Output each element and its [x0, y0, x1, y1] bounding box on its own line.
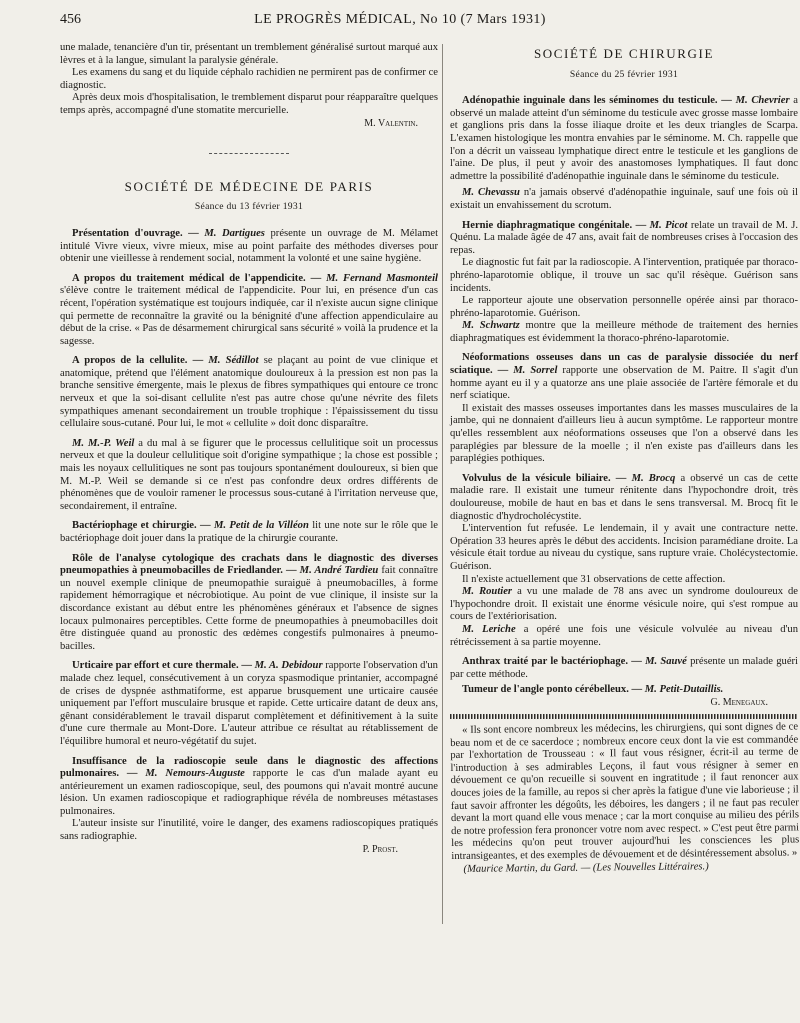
- entry: [60, 520, 438, 545]
- paragraph: une malade, tenancière d'un tir, présentant un tremblement généralisé surtout marqué aux lèvres et à la langue, simulant la paralysie générale.: [60, 42, 438, 66]
- entry-author: M. Schwartz: [462, 320, 520, 332]
- entry-author: M. A. Debidour: [254, 660, 323, 672]
- entry: [450, 624, 798, 649]
- entry-title: Urticaire par effort et cure thermale. —: [72, 660, 252, 672]
- entry-author: M. Chevrier: [735, 95, 790, 107]
- paragraph: L'intervention fut refusée. Le lendemain, il y avait une contracture nette. Opération 33 heures après le début des accidents. Incision paramédiane droite. La vésicule était tordue au niveau du cystique, sans rupture vraie. Cholécystectomie. Guérison.: [450, 523, 798, 572]
- entry-body: se plaçant au point de vue clinique et anatomique, prétend que l'élément anatomique douloureux à la pression est non pas la branche sensitive émergente, mais le plexus de fibres sympathiques qui entoure ce tronc nerveux et que la soi-disant cellulite n'est pas autre chose qu'une névrite des filets sympathiques amenant secondairement un trouble trophique : l'épaississement du tissu cellulaire sous-cutané. Pour lui, le mot « cellulite » doit donc disparaître.: [60, 355, 438, 430]
- entry-author: M. Fernand Masmonteil: [326, 272, 438, 284]
- page-header: [60, 12, 740, 34]
- paragraph: Après deux mois d'hospitalisation, le tremblement disparut pour réapparaître quelques temps après, accompagné d'une stomatite mercurielle.: [60, 92, 438, 116]
- entry: [450, 352, 798, 402]
- entry-author: M. Brocq: [631, 472, 676, 484]
- session-date: Séance du 13 février 1931: [194, 201, 304, 213]
- session-date: Séance du 25 février 1931: [569, 68, 679, 80]
- quote-block: [450, 721, 800, 876]
- entry-title: Insuffisance de la radioscopie seule dans le diagnostic des affections pulmonaires. —: [60, 755, 438, 780]
- entry-body: présente un malade guéri par cette méthode.: [450, 656, 798, 680]
- entry: [60, 553, 438, 654]
- entry-author: M. Sorrel: [513, 365, 558, 377]
- quote-source: (Maurice Martin, du Gard. — (Les Nouvelles Littéraires.): [463, 860, 709, 874]
- entry: [450, 95, 798, 183]
- entry: [450, 320, 798, 345]
- entry: [60, 228, 438, 266]
- entry: [60, 756, 438, 819]
- entry: [60, 355, 438, 431]
- entry-author: M. Leriche: [462, 623, 516, 635]
- quote-text: « Ils sont encore nombreux les médecins, les chirurgiens, qui sont dignes de ce beau nom et de ce sacerdoce ; nombreux encore ceux dont la vie est commandée par l'exhortation de Trousseau : « Il faut vous résigner, écrit-il au terme de l'introduction à ses admirables Leçons, il faut vous résigner à semer en dévouement ce qu'on recueille si souvent en ingratitude ; il faut renoncer aux douces joies de la famille, au repos si cher après la fatigue d'une vie laborieuse ; il faut savoir affronter les dégoûts, les déboires, les dangers ; il ne faut pas reculer devant la mort quand elle vous menace ; car la mort conquise au milieu des périls de notre profession fera prononcer votre nom avec respect. » C'est peut être parmi les médecins qu'on peut trouver aujourd'hui les consciences les plus intransigeantes, et des exemples de dévouement et de désintéressement absolus. »: [450, 720, 800, 862]
- entry-body: lit une note sur le rôle que le bactériophage doit jouer dans la pratique de la chirurgie courante.: [60, 520, 439, 544]
- entry-title: A propos de la cellulite. —: [72, 355, 204, 367]
- entry-title: Adénopathie inguinale dans les séminomes du testicule. —: [462, 95, 732, 107]
- entry-title: Anthrax traité par le bactériophage. —: [462, 656, 642, 668]
- journal-title: LE PROGRÈS MÉDICAL, No 10 (7 Mars 1931): [254, 12, 546, 27]
- entry: [60, 660, 438, 748]
- entry-author: M. Dartigues: [204, 227, 265, 239]
- entry-title: Néoformations osseuses dans un cas de paralysie dissociée du nerf sciatique. —: [450, 352, 798, 377]
- entry-author: M. André Tardieu: [299, 565, 379, 577]
- entry-body: fait connaître un nouvel exemple clinique de pneumopathie suraiguë à pneumobacilles, à forme rapidement hémorragique et nécrobiotique. Au point de vue clinique, il insiste sur la discordance existant au début entre les phénomènes généraux et l'absence de signes locaux pulmonaires perceptibles. Cette forme de pneumopathies à pneumobacilles doit être distinguée quand au pronostic des œdèmes congestifs pulmonaires à pneumo-bacilles.: [60, 565, 438, 652]
- entry-body: rapporte l'observation d'un malade chez lequel, consécutivement à un coryza spasmodique printanier, accompagné de crises de dyspnée asthmatiforme, est apparue brusquement une urticaire causée uniquement par l'effort musculaire brusque et rapide. Cette urticaire datant de deux ans, gênant considérablement le travail disparut complètement et définitivement à la suite d'une cure thermale au Mont-Dore. L'auteur attribue ce résultat au rétablissement de l'équilibre humoral et neuro-végétatif du sujet.: [60, 660, 438, 747]
- signature: P. Prost.: [362, 843, 398, 855]
- entry: [450, 187, 798, 212]
- paragraph: Il n'existe actuellement que 31 observations de cette affection.: [462, 573, 726, 585]
- entry-author: M. Chevassu: [462, 187, 520, 199]
- entry-body: s'élève contre le traitement médical de l'appendicite. Pour lui, en présence d'un cas récent, l'opération systématique est toujours indiquée, car il n'existe aucun signe clinique qui permette de reconnaître la gravité ou la bénignité d'une affection appendiculaire au début de la crise. « Pas de désarmement chirurgical sans sécurité » voilà la prudence et la sagesse.: [60, 285, 438, 347]
- paragraph: Les examens du sang et du liquide céphalo rachidien ne permirent pas de confirmer ce diagnostic.: [60, 67, 438, 91]
- entry-author: M. Petit de la Villéon: [213, 520, 309, 532]
- decorative-rule: [450, 714, 798, 719]
- entry: [450, 656, 798, 681]
- page-number: 456: [60, 12, 81, 27]
- entry-title: Bactériophage et chirurgie. —: [72, 520, 211, 532]
- entry-title: Rôle de l'analyse cytologique des crachats dans le diagnostic des diverses pneumopathies à pneumobacilles de Friedlander. —: [60, 552, 438, 577]
- entry-title: Présentation d'ouvrage. —: [72, 227, 199, 239]
- entry-body: rapporte une observation de M. Paitre. Il s'agit d'un homme ayant eu il y a quatorze ans une plaie associée de l'artère fémorale et du nerf sciatique.: [450, 365, 798, 402]
- entry-body: relate un travail de M. J. Quénu. La malade âgée de 47 ans, avait fait de nombreuses crises à l'occasion des repas.: [450, 219, 798, 256]
- entry-author: M. M.-P. Weil: [72, 437, 135, 449]
- entry: [450, 220, 798, 258]
- right-column: [450, 42, 798, 876]
- entry-body: n'a jamais observé d'adénopathie inguinale, sauf une fois où il existait un envahissement du scrotum.: [450, 187, 799, 211]
- society-title: SOCIÉTÉ DE MÉDECINE DE PARIS: [124, 178, 374, 194]
- entry-body: a observé un cas de cette maladie rare. Il existait une tumeur rénitente dans l'hypochondre droit, très douloureuse, mobile de haut en bas et dans le sens transversal. M. Brocq fit le diagnostic d'hydrocholécystite.: [450, 472, 798, 522]
- entry: [450, 684, 798, 697]
- paragraph: Le diagnostic fut fait par la radioscopie. A l'intervention, pratiquée par thoraco-phréno-laparotomie oblique, il trouve un sac qu'il résèque. Guérison sans incidents.: [450, 257, 798, 294]
- entry: [450, 403, 798, 466]
- entry-body: a vu une malade de 78 ans avec un syndrome douloureux de l'hypochondre droit. Il existait une énorme vésicule noire, qui s'est rompue au cours de l'extériorisation.: [450, 586, 799, 623]
- entry-title: Hernie diaphragmatique congénitale. —: [462, 219, 647, 231]
- paragraph: [450, 586, 798, 624]
- signature: G. Menegaux.: [710, 696, 768, 708]
- entry-author: M. Sédillot: [208, 355, 259, 367]
- section-separator: [60, 146, 438, 159]
- entry: [450, 473, 798, 523]
- paragraph: Le rapporteur ajoute une observation personnelle opérée ainsi par thoraco-phréno-laparotomie. Guérison.: [450, 295, 798, 319]
- entry-title: Tumeur de l'angle ponto cérébelleux. —: [462, 684, 643, 696]
- entry-body: montre que la meilleure méthode de traitement des hernies diaphragmatiques est évidemment la thoraco-phréno-laparotomie.: [450, 320, 798, 344]
- entry: [60, 438, 438, 514]
- entry-author: M. Nemours-Auguste: [145, 768, 245, 780]
- entry-body: rapporte le cas d'un malade ayant eu antérieurement un examen radioscopique, seul, des poumons qui n'avait montré aucune lésion. Un examen radioscopique et radiographique révéla de nombreuses métastases pulmonaires.: [60, 768, 439, 817]
- column-divider: [442, 44, 443, 924]
- entry-body: a du mal à se figurer que le processus cellulitique soit un processus nerveux et que la douleur cellulitique soit d'origine sympathique ; la chose est possible ; mais les noyaux cellulitiques ne sont pas toujours spontanément douloureux, si bien que M. M.-P. Weil se demande si ce n'est pas confondre deux ordres différents de phénomènes que de vouloir ramener le processus sous-cutané à l'irritation nerveuse que, secondairement, il entraîne.: [60, 437, 438, 512]
- entry: [60, 273, 438, 349]
- entry-title: Volvulus de la vésicule biliaire. —: [462, 472, 627, 484]
- entry-author: M. Sauvé: [645, 656, 687, 668]
- entry-title: A propos du traitement médical de l'appendicite. —: [72, 272, 322, 284]
- paragraph: L'auteur insiste sur l'inutilité, voire le danger, des examens radioscopiques pratiqués sans radiographie.: [60, 818, 438, 843]
- signature: M. Valentin.: [364, 117, 418, 129]
- left-column: [60, 42, 438, 856]
- entry-body: a observé un malade atteint d'un séminome du testicule avec grosse masse lombaire et ganglions pris dans la fosse iliaque droite et les deux triangles de Scarpa. L'examen histologique les montra envahies par le séminome. M. Ch. rappelle que l'on a décrit un vaisseau lymphatique direct entre le testicule et les ganglions de l'aine. De plus, il peut y avoir des anastomoses lymphatiques. Il faut donc admettre la possibilité d'adénopathie inguinale dans le séminome du testicule.: [450, 95, 798, 182]
- entry-author: M. Petit-Dutaillis.: [644, 684, 724, 696]
- entry-author: M. Picot: [649, 219, 688, 231]
- continuation-text: [60, 42, 438, 130]
- entry-body: présente un ouvrage de M. Mélamet intitulé Vivre vieux, vivre mieux, mise au point parfaite des méthodes diverses pour obtenir une vieillesse à rendement social, notamment la volonté et une saine hygiène.: [60, 227, 439, 265]
- society-title: SOCIÉTÉ DE CHIRURGIE: [533, 46, 715, 61]
- entry-author: M. Routier: [462, 586, 513, 598]
- entry-body: a opéré une fois une vésicule volvulée au niveau d'un rétrécissement à sa partie moyenne.: [450, 623, 798, 648]
- paragraph: Il existait des masses osseuses importantes dans les masses musculaires de la jambe, qui ne donnaient d'ailleurs lieu à aucun symptôme. Le rapporteur montre qu'elles ressemblent aux néoformations osseuses que l'on a observé dans les paraplégies par blessure de la moelle ; il n'en existe pas d'ailleurs dans les paraplégies pothiques.: [450, 402, 798, 465]
